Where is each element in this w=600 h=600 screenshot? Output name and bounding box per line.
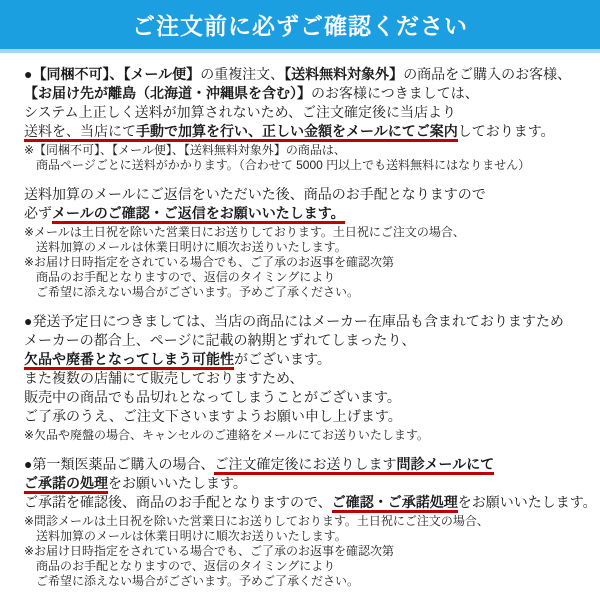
text-segment: ※【同梱不可】、【メール便】、【送料無料対象外】の商品は、 (24, 143, 346, 157)
text-segment: 送料を、当店にて (24, 123, 136, 142)
text-segment: 販売中の商品でも品切れとなってしまうことがございます。 (24, 389, 401, 405)
text-segment: をお願いいたします。 (108, 475, 247, 491)
notice-line (24, 455, 598, 474)
text-segment: ※お届け日時指定をされている場合でも、ご了承のお返事を確認次第 (24, 255, 395, 269)
notice-line (24, 559, 598, 574)
notice-line (24, 204, 598, 223)
notice-line (24, 225, 598, 240)
text-segment: 必ず (24, 205, 52, 221)
paragraph-block (24, 185, 598, 223)
text-segment: メールのご確認・ご返信をお願いいたします。 (52, 205, 345, 224)
page-title: ご注文前に必ずご確認ください (132, 13, 468, 39)
text-segment: のお客様につきましては、 (311, 85, 479, 101)
note-block (24, 514, 598, 589)
text-segment: 欠品や廃番となってしまう可能性 (24, 351, 234, 370)
text-segment: ご了承のうえ、ご注文下さいますようお願い申し上げます。 (24, 408, 402, 424)
paragraph-block (24, 65, 598, 141)
note-block (24, 225, 598, 300)
text-segment: 送料加算のメールは休業日明けに順次お送りいたします。 (24, 240, 347, 254)
text-segment: 送料加算のメールは休業日明けに順次お送りいたします。 (24, 529, 347, 543)
notice-line (24, 574, 598, 589)
note-block (24, 428, 598, 443)
text-segment: ※問診メールは土日祝を除いた営業日にお送りしております。土日祝にご注文の場合、 (24, 514, 489, 528)
notice-line (24, 103, 598, 122)
notice-line (24, 350, 598, 369)
text-segment: ご承諾を確認後、商品のお手配となりますので、 (24, 494, 332, 510)
notice-line (24, 84, 598, 103)
text-segment: 商品ページごとに送料がかかります。（合わせて 5000 円以上でも送料無料にはなりません） (24, 158, 531, 172)
notice-line (24, 65, 598, 84)
text-segment: メーカーの都合上、ページに記載の納期とずれてしまったり、 (24, 332, 416, 348)
notice-line (24, 270, 598, 285)
text-segment: 商品のお手配となりますので、返信のタイミングにより (24, 559, 336, 573)
paragraph-block (24, 455, 598, 512)
notice-body (0, 53, 600, 589)
text-segment: をお願いいたします。 (457, 494, 597, 510)
text-segment: の商品をご購入のお客様、 (403, 66, 572, 82)
text-segment: ご注文確定後にお送りします (214, 456, 396, 475)
notice-header (0, 0, 600, 49)
text-segment: がございます。 (234, 351, 331, 367)
text-segment: 【送料無料対象外】 (284, 66, 404, 82)
notice-line (24, 407, 598, 426)
text-segment: ●発送予定日につきましては、当店の商品にはメーカー在庫品も含まれておりますため (24, 313, 564, 329)
notice-line (24, 493, 598, 512)
text-segment: ご希望に添えない場合がございます。予めご了承ください。 (24, 285, 360, 299)
text-segment: 手動で加算を行い、正しい金額をメールにてご案内 (136, 123, 458, 142)
text-segment: の重複注文、 (200, 66, 285, 82)
text-segment: ご確認・ご承諾処理 (332, 494, 458, 513)
text-segment: ご承諾の処理 (24, 475, 108, 494)
notice-line (24, 474, 598, 493)
text-segment: ご希望に添えない場合がございます。予めご了承ください。 (24, 574, 360, 588)
notice-line (24, 143, 598, 158)
paragraph-block (24, 312, 598, 426)
text-segment: ●【同梱不可】、【メール便】 (24, 66, 201, 82)
notice-line (24, 185, 598, 204)
text-segment: 送料加算のメールにご返信をいただいた後、商品のお手配となりますので (24, 186, 486, 202)
text-segment: ※メールは土日祝を除いた営業日にお送りしております。土日祝にご注文の場合、 (24, 225, 465, 239)
notice-line (24, 312, 598, 331)
text-segment: また複数の店舗にて販売しておりますため、 (24, 370, 304, 386)
notice-line (24, 544, 598, 559)
notice-line (24, 122, 598, 141)
notice-line (24, 514, 598, 529)
note-block (24, 143, 598, 173)
notice-line (24, 240, 598, 255)
notice-line (24, 331, 598, 350)
text-segment: ※お届け日時指定をされている場合でも、ご了承のお返事を確認次第 (24, 544, 395, 558)
text-segment: ●第一類医薬品ご購入の場合、 (24, 456, 215, 472)
text-segment: 【お届け先が離島（北海道・沖縄県を含む）】 (24, 85, 311, 101)
text-segment: ※欠品や廃盤の場合、キャンセルのご連絡をメールにてお送りいたします。 (24, 428, 429, 442)
notice-line (24, 369, 598, 388)
notice-line (24, 388, 598, 407)
notice-line (24, 428, 598, 443)
text-segment: しております。 (457, 123, 555, 139)
notice-line (24, 285, 598, 300)
notice-line (24, 158, 598, 173)
text-segment: 商品のお手配となりますので、返信のタイミングにより (24, 270, 336, 284)
text-segment: 問診メールにて (396, 456, 494, 475)
notice-line (24, 255, 598, 270)
notice-line (24, 529, 598, 544)
text-segment: システム上正しく送料が加算されないため、ご注文確定後に当店より (24, 104, 457, 120)
